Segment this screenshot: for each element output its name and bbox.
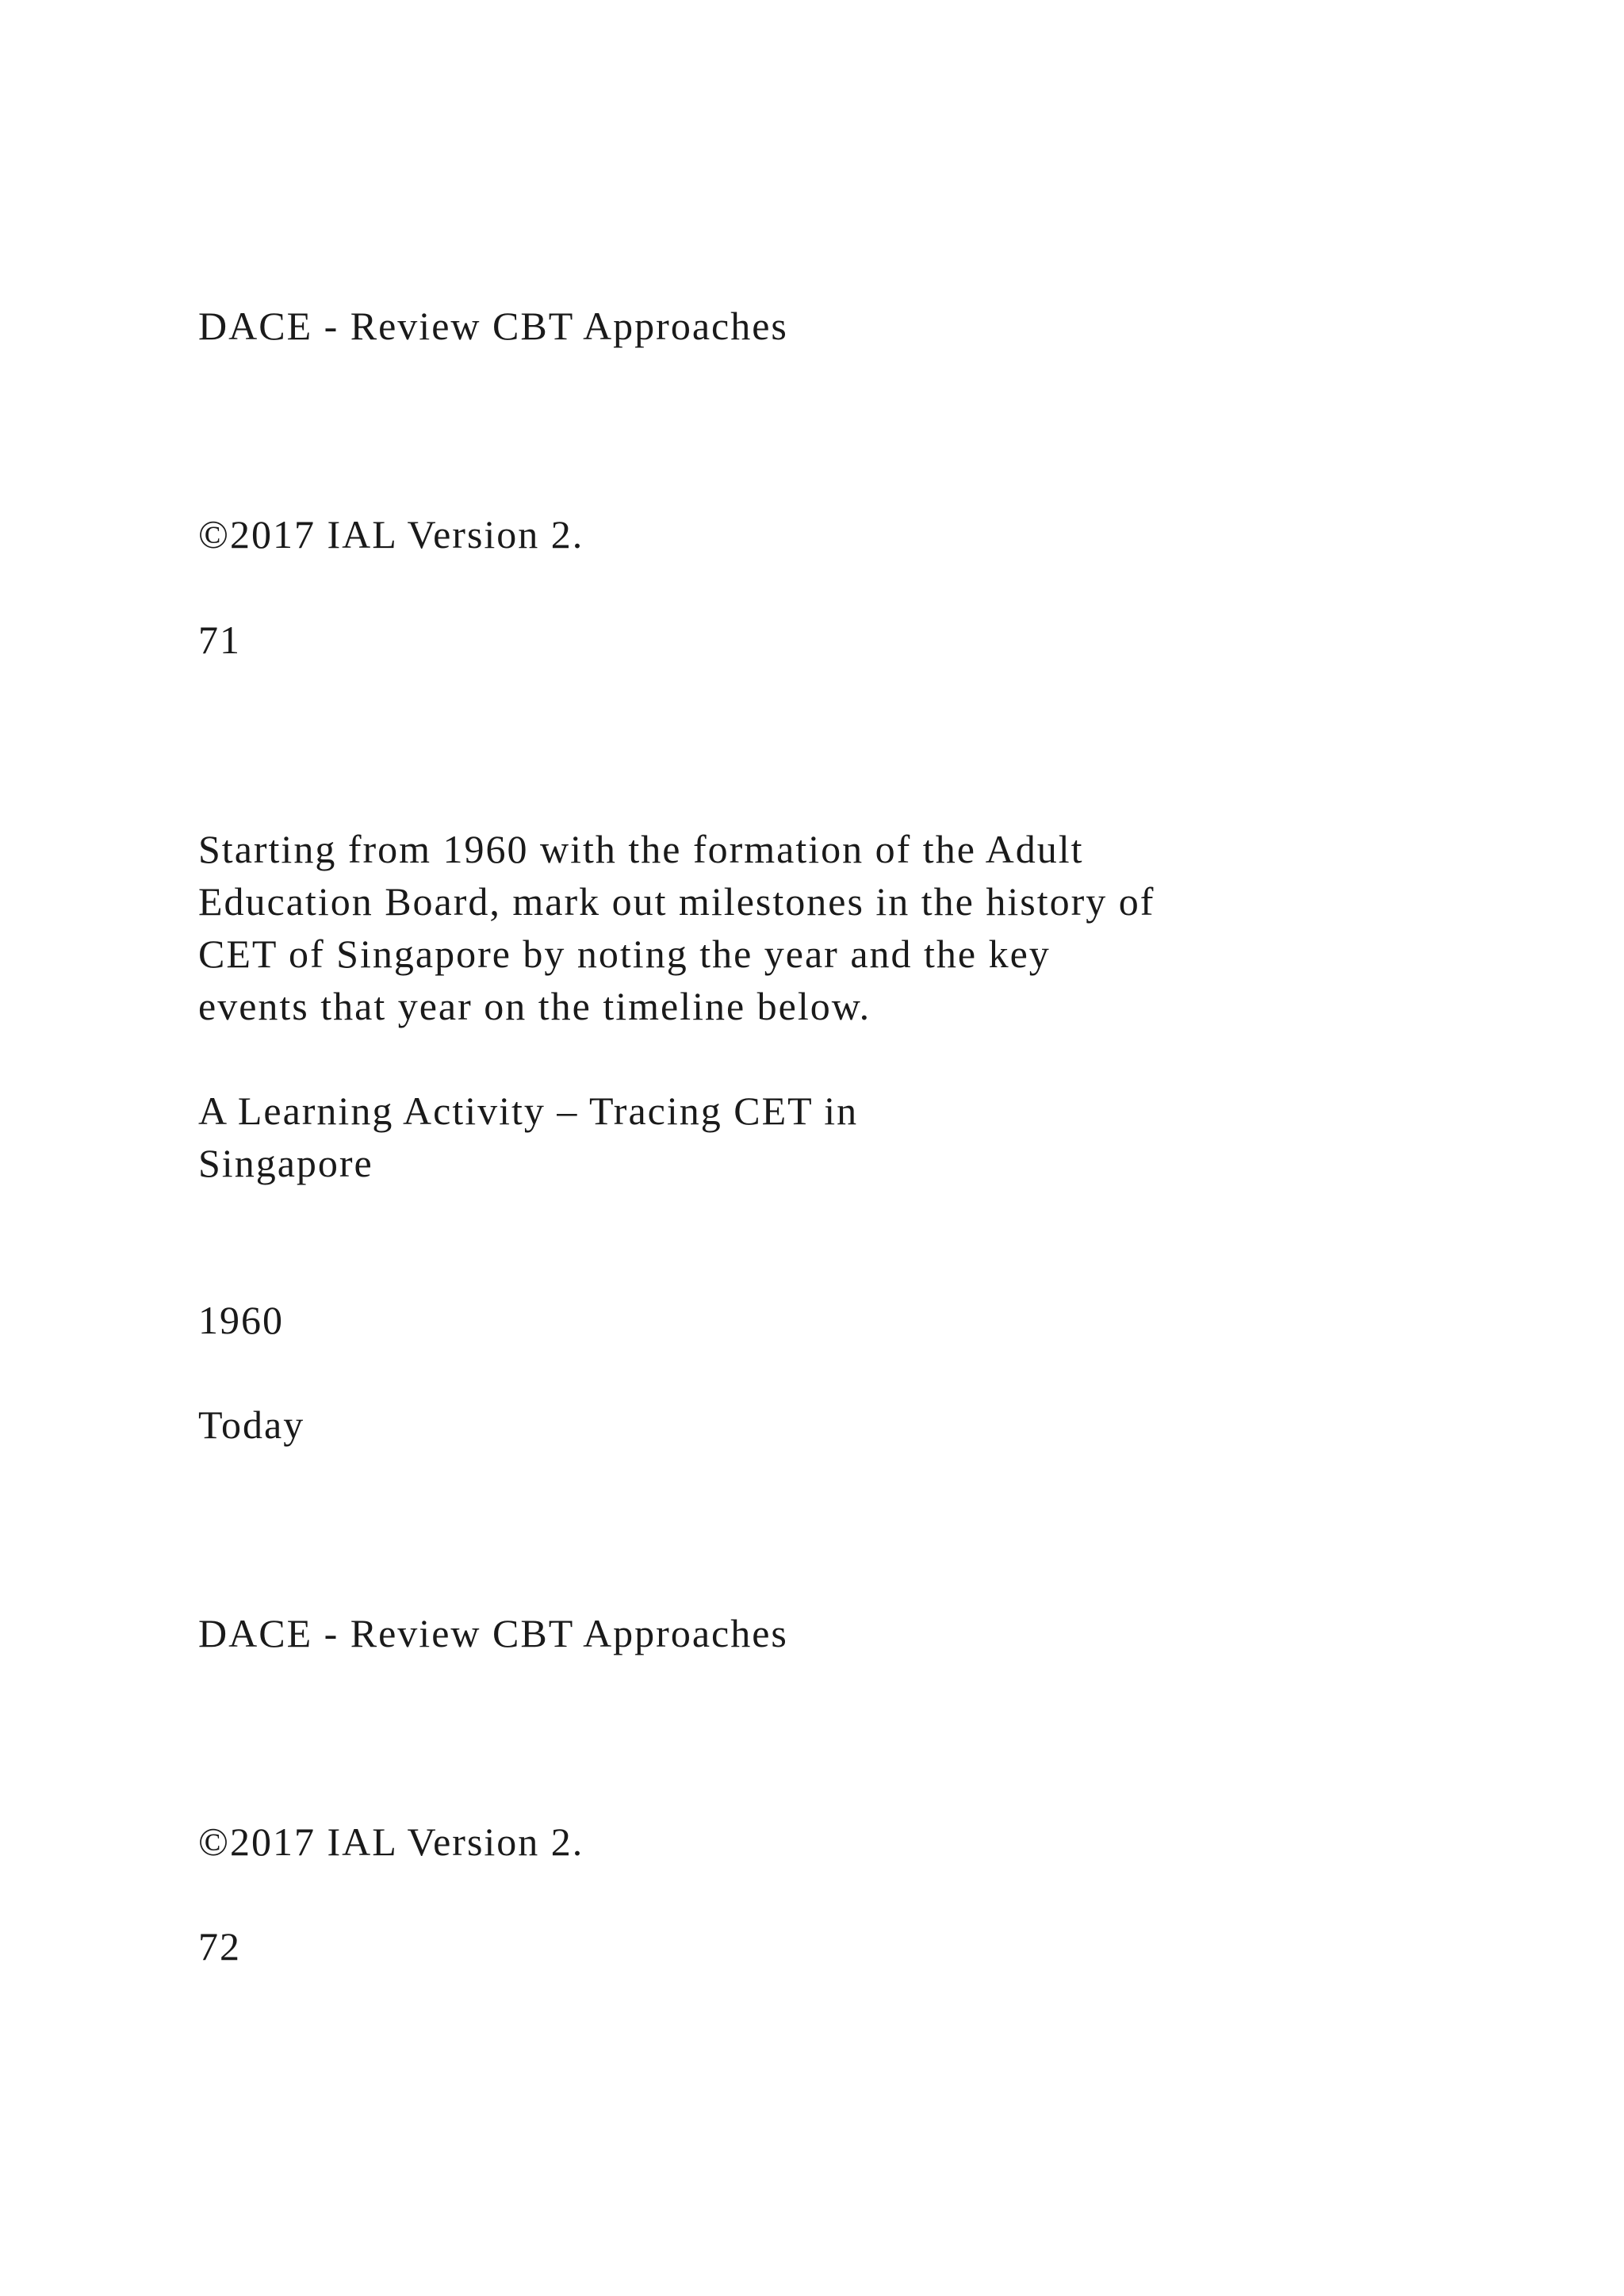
slide-72-page-number: 72 xyxy=(198,1924,241,1969)
slide-71-header: DACE - Review CBT Approaches xyxy=(198,304,788,348)
activity-title-line-2: Singapore xyxy=(198,1141,373,1185)
slide-71-page-number: 71 xyxy=(198,618,241,662)
slide-72-header: DACE - Review CBT Approaches xyxy=(198,1611,788,1655)
instructions-line-2: Education Board, mark out milestones in the history of xyxy=(198,879,1155,924)
timeline-end-label: Today xyxy=(198,1402,305,1447)
activity-title-line-1: A Learning Activity – Tracing CET in xyxy=(198,1089,859,1133)
instructions-line-3: CET of Singapore by noting the year and the key xyxy=(198,932,1051,976)
slide-71-copyright: ©2017 IAL Version 2. xyxy=(198,512,584,557)
instructions-line-4: events that year on the timeline below. xyxy=(198,984,871,1028)
slide-72-copyright: ©2017 IAL Version 2. xyxy=(198,1820,584,1864)
instructions-line-1: Starting from 1960 with the formation of the Adult xyxy=(198,827,1084,871)
timeline-start-label: 1960 xyxy=(198,1298,284,1342)
